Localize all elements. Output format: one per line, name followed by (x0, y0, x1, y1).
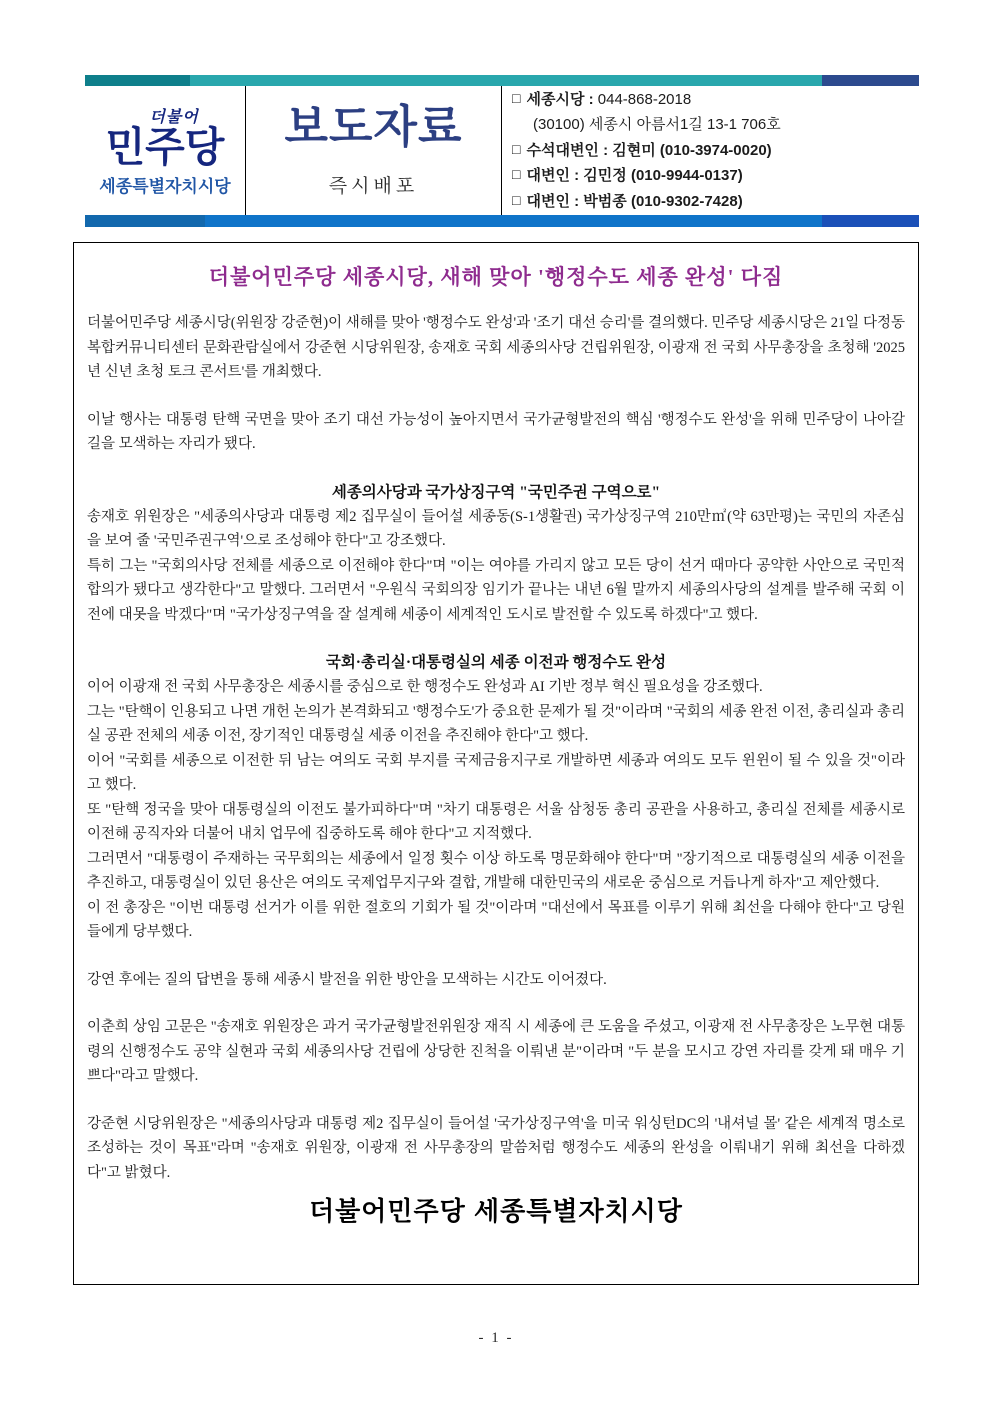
contact-line-address (512, 112, 919, 138)
paragraph: 이 전 총장은 "이번 대통령 선거가 이를 위한 절호의 기회가 될 것"이라며 "대선에서 목표를 이루기 위해 최선을 다해야 한다"고 당원들에게 당부했다. (87, 899, 905, 940)
masthead (245, 86, 502, 215)
paragraph: 또 "탄핵 정국을 맞아 대통령실의 이전도 불가피하다"며 "차기 대통령은 서울 삼청동 총리 공관을 사용하고, 총리실 전체를 세종시로 이전해 공직자와 더불어 내치 업무에 집중하도록 해야 한다"고 지적했다. (87, 801, 905, 842)
paragraph-gap (87, 457, 905, 480)
bar-segment (822, 215, 919, 227)
checkbox-icon: □ (512, 140, 521, 157)
contact-label: 수석대변인 (526, 141, 599, 159)
contact-separator: : (569, 192, 584, 210)
contact-separator: : (598, 141, 613, 159)
paragraph: 이어 "국회를 세종으로 이전한 뒤 남는 여의도 국회 부지를 국제금융지구로 개발하면 세종과 여의도 모두 윈윈이 될 수 있을 것"이라고 했다. (87, 752, 905, 793)
contact-phone: (010-9944-0137) (630, 167, 743, 185)
contact-label: 대변인 (526, 167, 570, 185)
contact-label: 세종시당 (526, 90, 585, 108)
bar-segment (85, 215, 205, 227)
press-release-title: 보도자료 (284, 100, 463, 152)
contact-line-spokesperson (512, 138, 919, 164)
section-heading: 세종의사당과 국가상징구역 "국민주권 구역으로" (331, 483, 661, 501)
checkbox-icon: □ (512, 166, 521, 183)
contact-info (502, 86, 919, 215)
logo-main-text: 민주당 (105, 124, 225, 170)
contact-name: 박범종 (583, 192, 627, 210)
paragraph: 이춘희 상임 고문은 "송재호 위원장은 과거 국가균형발전위원장 재직 시 세종에 큰 도움을 주셨고, 이광재 전 사무총장은 노무현 대통령의 신행정수도 공약 실현과 국회 세종의사당 건립에 상당한 진척을 이뤄낸 분"이라며 "두 분을 모시고 강연 자리를 갖게 돼 매우 기쁘다"라고 말했다. (87, 1019, 905, 1084)
paragraph-gap (87, 627, 905, 650)
paragraph: 강연 후에는 질의 답변을 통해 세종시 발전을 위한 방안을 모색하는 시간도 이어졌다. (87, 971, 607, 988)
document-content-box (73, 242, 919, 1285)
contact-line-spokesperson (512, 189, 919, 215)
contact-separator: : (569, 167, 584, 185)
paragraph: 그는 "탄핵이 인용되고 나면 개헌 논의가 본격화되고 '행정수도'가 중요한 문제가 될 것"이라며 "국회의 세종 완전 이전, 총리실과 총리실 공관 전체의 세종 이전, 장기적인 대통령실 세종 이전을 추진해야 한다"고 했다. (87, 703, 905, 744)
signature-org: 더불어민주당 세종특별자치시당 (309, 1196, 683, 1226)
paragraph: 이날 행사는 대통령 탄핵 국면을 맞아 조기 대선 가능성이 높아지면서 국가균형발전의 핵심 '행정수도 완성'을 위해 민주당이 나아갈 길을 모색하는 자리가 됐다. (87, 411, 905, 452)
contact-phone: (010-3974-0020) (659, 141, 772, 159)
logo-sub-text: 세종특별자치시당 (99, 177, 231, 196)
letterhead-row (85, 86, 919, 215)
paragraph: 송재호 위원장은 "세종의사당과 대통령 제2 집무실이 들어설 세종동(S-1생활권) 국가상징구역 210만㎡(약 63만평)는 국민의 자존심을 보여 줄 '국민주권구역'으로 조성해야 한다"고 강조했다. (87, 508, 905, 549)
document-body (87, 311, 905, 1185)
paragraph: 이어 이광재 전 국회 사무총장은 세종시를 중심으로 한 행정수도 완성과 AI 기반 정부 혁신 필요성을 강조했다. (87, 679, 763, 695)
bar-segment (205, 215, 822, 227)
paragraph: 특히 그는 "국회의사당 전체를 세종으로 이전해야 한다"며 "이는 여야를 가리지 않고 모든 당이 선거 때마다 공약한 사안으로 국민적 합의가 됐다고 생각한다"고 말했다. 그러면서 "우원식 국회의장 임기가 끝나는 내년 6월 말까지 세종의사당의 설계를 발주해 국회 이전에 대못을 박겠다"며 "국가상징구역을 잘 설계해 세종이 세계적인 도시로 발전할 수 있도록 하겠다"고 했다. (87, 557, 905, 623)
contact-name: 김현미 (612, 141, 656, 159)
contact-phone: (010-9302-7428) (630, 192, 743, 210)
contact-line-office (512, 87, 919, 113)
release-type: 즉시배포 (328, 175, 419, 197)
section-heading: 국회·총리실·대통령실의 세종 이전과 행정수도 완성 (325, 654, 667, 671)
paragraph: 강준현 시당위원장은 "세종의사당과 대통령 제2 집무실이 들어설 '국가상징구역'을 미국 워싱턴DC의 '내셔널 몰' 같은 세계적 명소로 조성하는 것이 목표"라며 "송재호 위원장, 이광재 전 사무총장의 말씀처럼 행정수도 세종의 완성을 이뤄내기 위해 최선을 다하겠다"고 밝혔다. (87, 1115, 905, 1181)
contact-line-spokesperson (512, 163, 919, 189)
letterhead (85, 75, 919, 227)
top-accent-bar (85, 75, 919, 86)
contact-address: (30100) 세종시 아름서1길 13-1 706호 (533, 116, 781, 134)
page-number: - 1 - (478, 1330, 514, 1346)
bar-segment (190, 75, 822, 86)
contact-label: 대변인 (526, 192, 570, 210)
paragraph: 그러면서 "대통령이 주재하는 국무회의는 세종에서 일정 횟수 이상 하도록 명문화해야 한다"며 "장기적으로 대통령실의 세종 이전을 추진하고, 대통령실이 있던 용산은 여의도 국제업무지구와 결합, 개발해 대한민국의 새로운 중심으로 거듭나게 하자"고 제안했다. (87, 850, 905, 891)
document-title: 더불어민주당 세종시당, 새해 맞아 '행정수도 세종 완성' 다짐 (208, 265, 784, 289)
party-logo (85, 86, 245, 215)
paragraph-gap (87, 992, 905, 1015)
logo-script-text: 더불어 (149, 109, 199, 126)
checkbox-icon: □ (512, 89, 521, 106)
bar-segment (85, 75, 190, 86)
checkbox-icon: □ (512, 191, 521, 208)
contact-separator: : (584, 90, 598, 108)
paragraph-gap (87, 945, 905, 968)
paragraph-gap (87, 1089, 905, 1112)
paragraph: 더불어민주당 세종시당(위원장 강준현)이 새해를 맞아 '행정수도 완성'과 '조기 대선 승리'를 결의했다. 민주당 세종시당은 21일 다정동 복합커뮤니티센터 문화관람실에서 강준현 시당위원장, 송재호 국회 세종의사당 건립위원장, 이광재 전 국회 사무총장을 초청해 '2025년 신년 초청 토크 콘서트'를 개최했다. (87, 315, 905, 380)
bar-segment (822, 75, 919, 86)
bottom-accent-bar (85, 215, 919, 227)
contact-phone: 044-868-2018 (597, 90, 692, 108)
contact-name: 김민정 (583, 167, 627, 185)
paragraph-gap (87, 385, 905, 408)
